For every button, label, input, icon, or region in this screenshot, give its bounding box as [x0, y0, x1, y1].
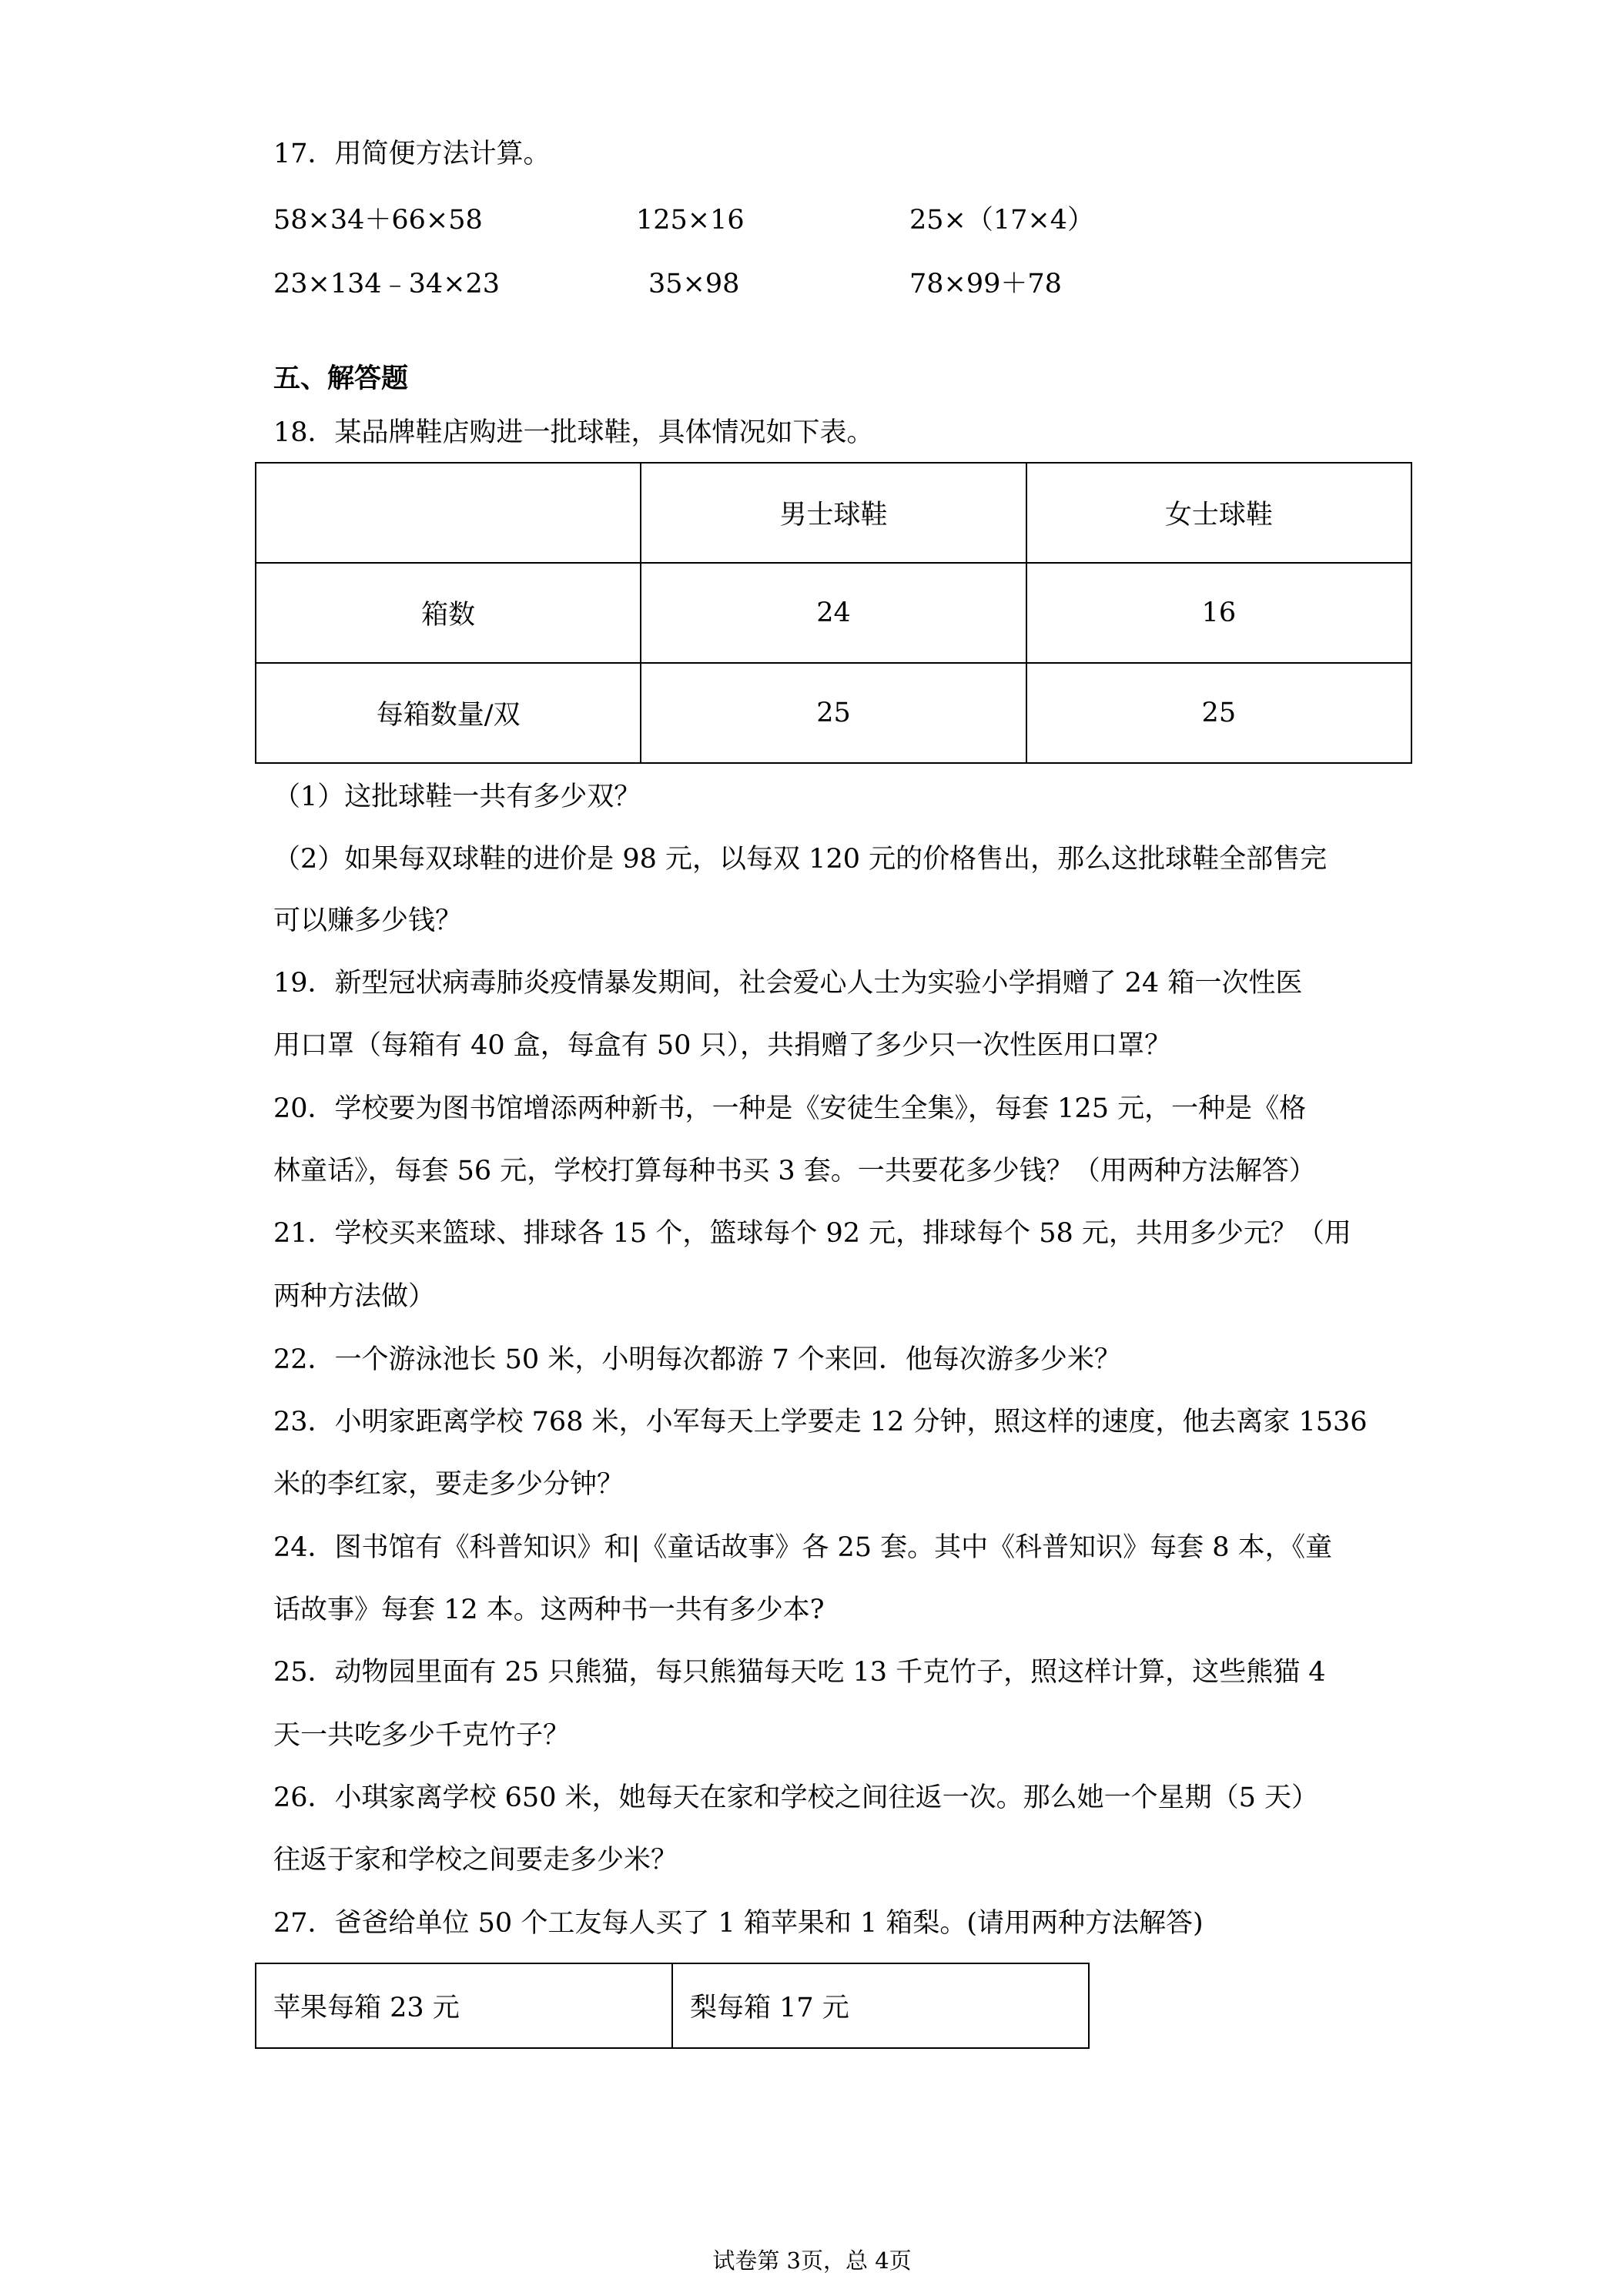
q19-line: 用口罩（每箱有 40 盒，每盒有 50 只），共捐赠了多少只一次性医用口罩？ [273, 1030, 1172, 1061]
q25-line: 天一共吃多少千克竹子？ [273, 1720, 571, 1751]
q26-line: 26．小琪家离学校 650 米，她每天在家和学校之间往返一次。那么她一个星期（5 天） [273, 1782, 1318, 1813]
table-cell: 苹果每箱 23 元 [256, 1963, 672, 2048]
q23-line: 23．小明家距离学校 768 米，小军每天上学要走 12 分钟，照这样的速度，他去离家 1536 [273, 1407, 1368, 1438]
price-table [255, 1963, 1090, 2049]
q17-expr: 78×99＋78 [909, 269, 1062, 300]
page-footer: 试卷第 3页，总 4页 [712, 2247, 912, 2274]
q23-line: 米的李红家，要走多少分钟？ [273, 1469, 624, 1500]
table-cell: 女士球鞋 [1026, 463, 1411, 563]
section-heading: 五、解答题 [273, 363, 409, 394]
q21-line: 两种方法做） [273, 1281, 436, 1312]
table-row [256, 663, 1411, 763]
q18-part1: （1）这批球鞋一共有多少双？ [273, 782, 641, 812]
q18-part2-cont: 可以赚多少钱？ [273, 905, 463, 936]
q24-line: 话故事》每套 12 本。这两种书一共有多少本? [273, 1595, 825, 1625]
q22-line: 22．一个游泳池长 50 米，小明每次都游 7 个来回．他每次游多少米？ [273, 1344, 1121, 1375]
table-row [256, 563, 1411, 663]
q17-expr: 35×98 [648, 269, 740, 300]
q18-part2: （2）如果每双球鞋的进价是 98 元，以每双 120 元的价格售出，那么这批球鞋全部售完 [273, 844, 1328, 875]
q19-line: 19．新型冠状病毒肺炎疫情暴发期间，社会爱心人士为实验小学捐赠了 24 箱一次性医 [273, 968, 1303, 999]
table-row [256, 463, 1411, 563]
q17-expr: 23×134﹣34×23 [273, 269, 501, 300]
table-row [256, 1963, 1089, 2048]
shoe-table [255, 462, 1412, 764]
table-cell: 25 [1026, 663, 1411, 763]
q17-expr: 25×（17×4） [909, 205, 1094, 236]
q17-expr: 125×16 [636, 205, 745, 236]
q21-line: 21．学校买来篮球、排球各 15 个，篮球每个 92 元，排球每个 58 元，共用多少元？（用 [273, 1218, 1351, 1249]
q24-line: 24．图书馆有《科普知识》和|《童话故事》各 25 套。其中《科普知识》每套 8 本，《童 [273, 1532, 1333, 1563]
q26-line: 往返于家和学校之间要走多少米？ [273, 1845, 678, 1876]
q20-line: 林童话》，每套 56 元，学校打算每种书买 3 套。一共要花多少钱？（用两种方法解答） [273, 1156, 1316, 1186]
table-cell: 25 [641, 663, 1026, 763]
q18-intro: 18．某品牌鞋店购进一批球鞋，具体情况如下表。 [273, 417, 874, 448]
table-cell [256, 463, 641, 563]
q25-line: 25．动物园里面有 25 只熊猫，每只熊猫每天吃 13 千克竹子，照这样计算，这些熊猫 4 [273, 1657, 1326, 1688]
table-cell: 每箱数量/双 [256, 663, 641, 763]
q20-line: 20．学校要为图书馆增添两种新书，一种是《安徒生全集》，每套 125 元，一种是《格 [273, 1093, 1307, 1124]
q17-expr: 58×34＋66×58 [273, 205, 483, 236]
q17-title: 17．用简便方法计算。 [273, 139, 551, 169]
table-cell: 男士球鞋 [641, 463, 1026, 563]
table-cell: 24 [641, 563, 1026, 663]
table-cell: 16 [1026, 563, 1411, 663]
q27-intro: 27．爸爸给单位 50 个工友每人买了 1 箱苹果和 1 箱梨。(请用两种方法解答) [273, 1908, 1204, 1939]
table-cell: 箱数 [256, 563, 641, 663]
table-cell: 梨每箱 17 元 [672, 1963, 1089, 2048]
